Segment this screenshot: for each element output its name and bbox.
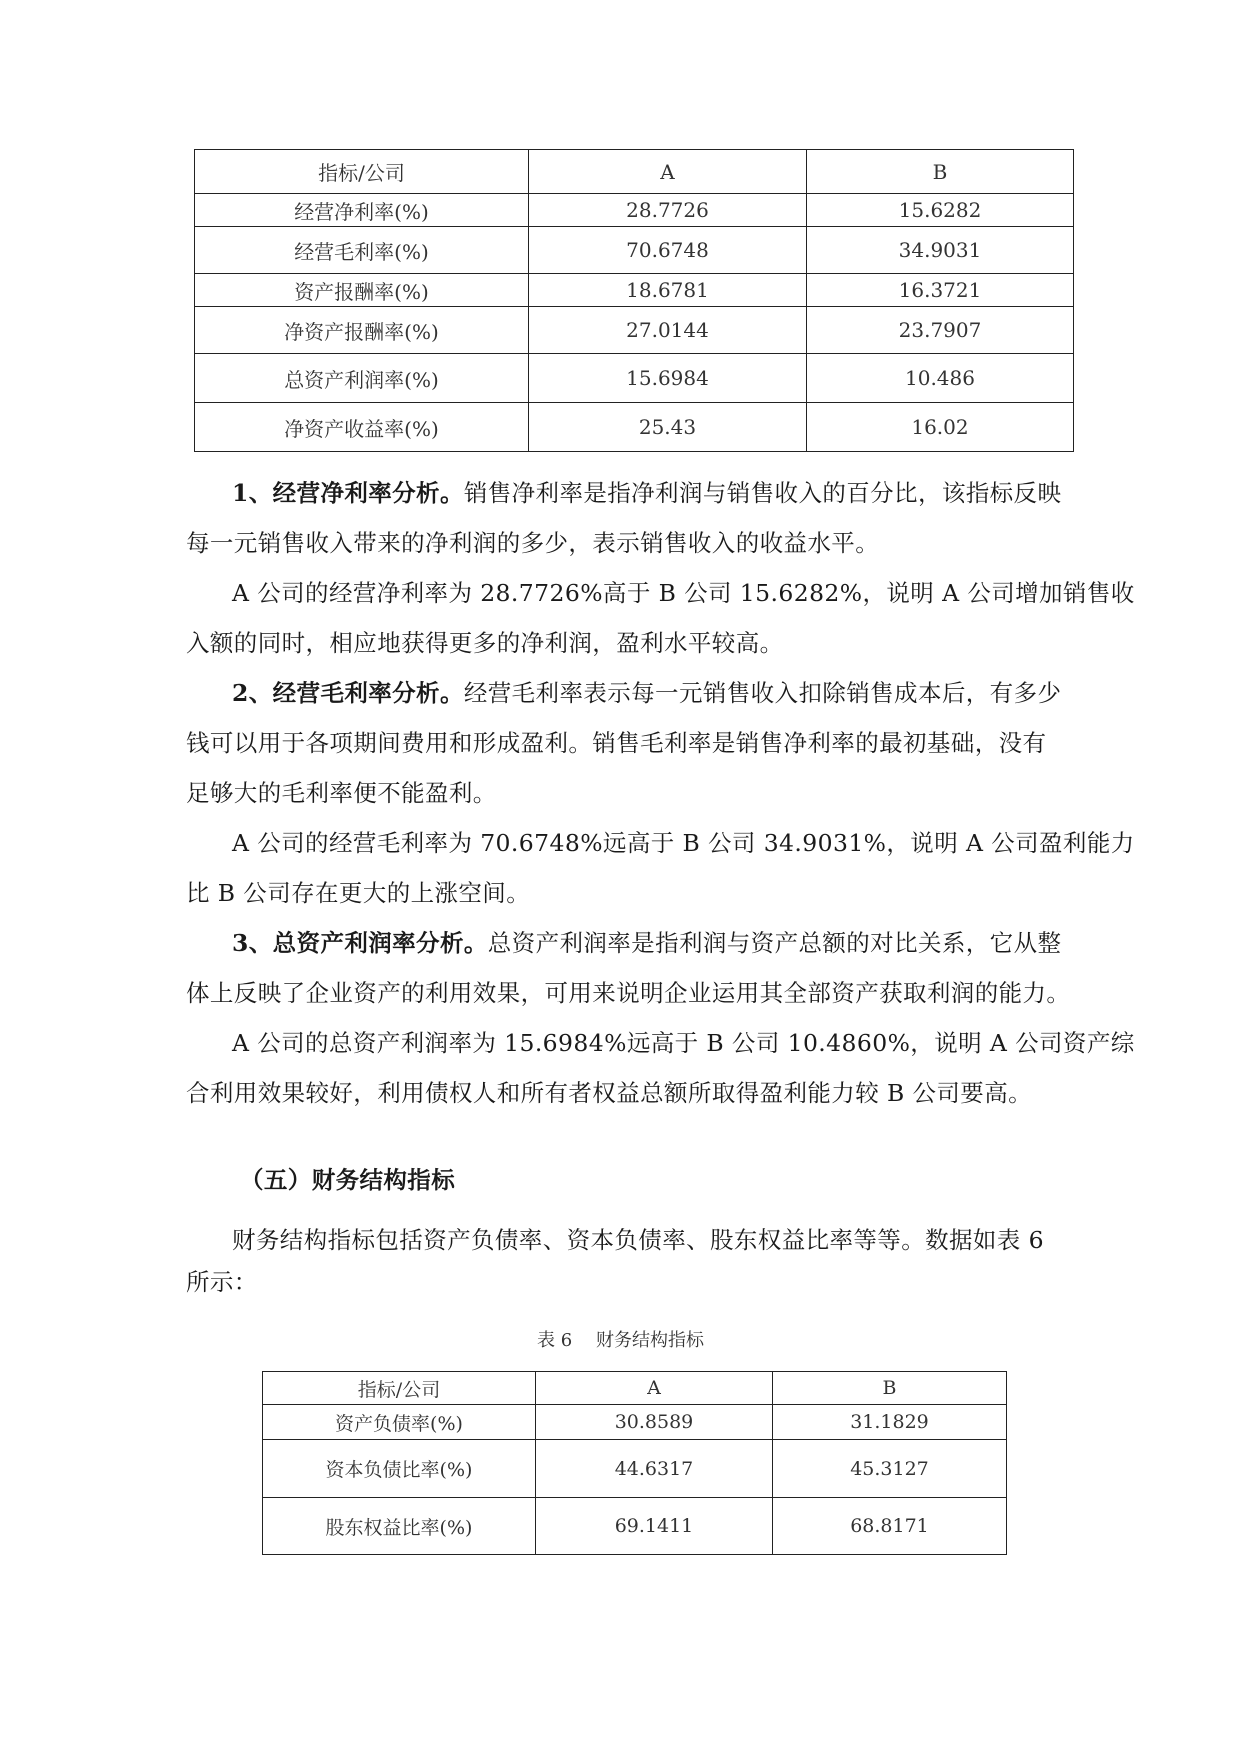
paragraph-text: 总资产利润率是指利润与资产总额的对比关系，它从整 <box>487 929 1062 957</box>
table-cell: 16.02 <box>807 403 1074 452</box>
profitability-table <box>194 149 1074 452</box>
table-cell: 31.1829 <box>773 1405 1007 1440</box>
paragraph-text: 经营毛利率表示每一元销售收入扣除销售成本后，有多少 <box>463 679 1062 707</box>
section-heading: （五）财务结构指标 <box>240 1166 456 1194</box>
table-cell: 34.9031 <box>807 227 1074 274</box>
table-cell: 净资产报酬率(%) <box>195 307 529 354</box>
paragraph-line: 财务结构指标包括资产负债率、资本负债率、股东权益比率等等。数据如表 6 <box>232 1226 1044 1254</box>
paragraph-line: 足够大的毛利率便不能盈利。 <box>186 779 497 807</box>
paragraph-line: A 公司的总资产利润率为 15.6984%远高于 B 公司 10.4860%，说明 A 公司资产综 <box>232 1029 1135 1057</box>
table-cell: 10.486 <box>807 354 1074 403</box>
table-cell: 44.6317 <box>536 1440 773 1498</box>
financial-structure-table <box>262 1371 1007 1555</box>
section-3-title: 3、总资产利润率分析。 <box>232 929 488 957</box>
table-row <box>263 1498 1007 1555</box>
table-cell: 15.6984 <box>529 354 807 403</box>
table-cell: 23.7907 <box>807 307 1074 354</box>
paragraph-line: 所示： <box>186 1268 258 1296</box>
table-cell: 27.0144 <box>529 307 807 354</box>
table-header-cell: A <box>536 1372 773 1405</box>
paragraph-line: 钱可以用于各项期间费用和形成盈利。销售毛利率是销售净利率的最初基础，没有 <box>186 729 1047 757</box>
table-row <box>195 274 1074 307</box>
paragraph-line: A 公司的经营净利率为 28.7726%高于 B 公司 15.6282%，说明 A 公司增加销售收 <box>232 579 1135 607</box>
table-cell: 69.1411 <box>536 1498 773 1555</box>
table-row <box>263 1440 1007 1498</box>
table-cell: 15.6282 <box>807 194 1074 227</box>
table-cell: 资产负债率(%) <box>263 1405 536 1440</box>
table-cell: 16.3721 <box>807 274 1074 307</box>
table-cell: 资产报酬率(%) <box>195 274 529 307</box>
table-cell: 70.6748 <box>529 227 807 274</box>
table-row <box>195 354 1074 403</box>
table-row <box>195 227 1074 274</box>
table-header-cell: A <box>529 150 807 194</box>
table-cell: 经营净利率(%) <box>195 194 529 227</box>
section-1-title: 1、经营净利率分析。 <box>232 479 464 507</box>
table-cell: 股东权益比率(%) <box>263 1498 536 1555</box>
table-row <box>195 307 1074 354</box>
table-header-cell: B <box>773 1372 1007 1405</box>
section-3-line-1 <box>232 918 1061 968</box>
table-header-row <box>195 150 1074 194</box>
paragraph-line: 入额的同时，相应地获得更多的净利润，盈利水平较高。 <box>186 629 784 657</box>
table-cell: 经营毛利率(%) <box>195 227 529 274</box>
table-cell: 25.43 <box>529 403 807 452</box>
table-cell: 30.8589 <box>536 1405 773 1440</box>
paragraph-text: 销售净利率是指净利润与销售收入的百分比，该指标反映 <box>463 479 1062 507</box>
table-caption: 表 6 财务结构指标 <box>537 1330 704 1351</box>
table-cell: 28.7726 <box>529 194 807 227</box>
paragraph-line: 合利用效果较好，利用债权人和所有者权益总额所取得盈利能力较 B 公司要高。 <box>186 1079 1033 1107</box>
table-header-row <box>263 1372 1007 1405</box>
table-row <box>195 403 1074 452</box>
table-cell: 18.6781 <box>529 274 807 307</box>
section-2-line-1 <box>232 668 1061 718</box>
table-cell: 总资产利润率(%) <box>195 354 529 403</box>
table-cell: 68.8171 <box>773 1498 1007 1555</box>
paragraph-line: 每一元销售收入带来的净利润的多少，表示销售收入的收益水平。 <box>186 529 880 557</box>
paragraph-line: 比 B 公司存在更大的上涨空间。 <box>186 879 531 907</box>
table-header-cell: 指标/公司 <box>195 150 529 194</box>
table-row <box>195 194 1074 227</box>
table-header-cell: 指标/公司 <box>263 1372 536 1405</box>
section-1-line-1 <box>232 468 1061 518</box>
table-cell: 净资产收益率(%) <box>195 403 529 452</box>
paragraph-line: 体上反映了企业资产的利用效果，可用来说明企业运用其全部资产获取利润的能力。 <box>186 979 1071 1007</box>
table-cell: 45.3127 <box>773 1440 1007 1498</box>
table-row <box>263 1405 1007 1440</box>
table-cell: 资本负债比率(%) <box>263 1440 536 1498</box>
table-header-cell: B <box>807 150 1074 194</box>
paragraph-line: A 公司的经营毛利率为 70.6748%远高于 B 公司 34.9031%，说明 A 公司盈利能力 <box>232 829 1135 857</box>
section-2-title: 2、经营毛利率分析。 <box>232 679 464 707</box>
